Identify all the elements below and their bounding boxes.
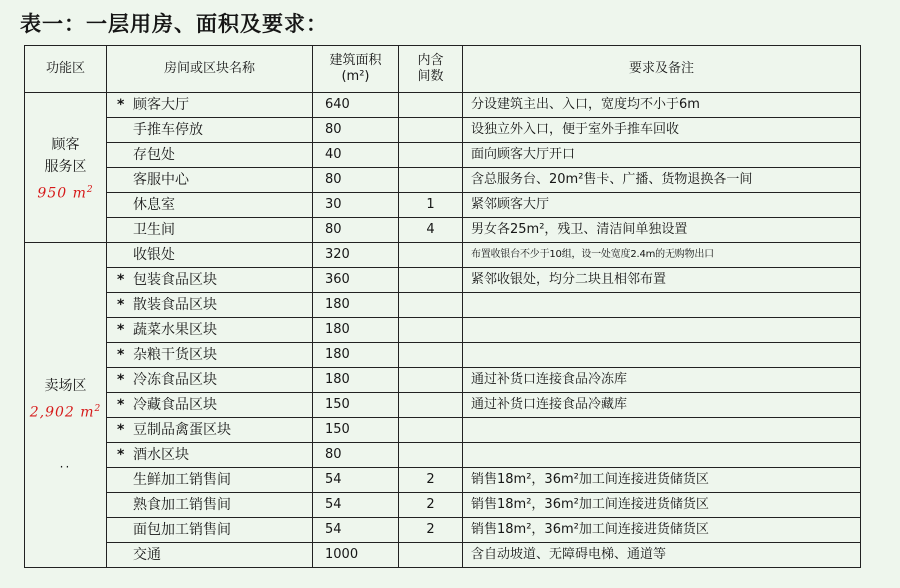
room-count-cell (399, 168, 463, 193)
room-name-cell (107, 343, 313, 368)
table-row (25, 193, 861, 218)
table-row (25, 243, 861, 268)
area-cell: 54 (313, 518, 399, 543)
priority-star-mark: * (117, 372, 125, 388)
table-header-row (25, 46, 861, 93)
requirement-note-cell (463, 343, 861, 368)
area-cell: 80 (313, 168, 399, 193)
area-cell: 360 (313, 268, 399, 293)
room-name-cell (107, 243, 313, 268)
room-name-cell (107, 443, 313, 468)
room-count-cell: 2 (399, 468, 463, 493)
area-cell: 150 (313, 393, 399, 418)
area-cell: 54 (313, 493, 399, 518)
zone-name-line1: 顾客 (51, 136, 80, 153)
header-room: 房间或区块名称 (107, 46, 313, 93)
room-name-cell (107, 293, 313, 318)
zone-cell (25, 243, 107, 568)
table-title: 表一：一层用房、面积及要求： (20, 12, 328, 36)
room-name: 包装食品区块 (133, 272, 217, 288)
requirement-note-cell: 设独立外入口，便于室外手推车回收 (463, 118, 861, 143)
requirement-note-cell: 含自动坡道、无障碍电梯、通道等 (463, 543, 861, 568)
table-row (25, 543, 861, 568)
area-cell: 180 (313, 368, 399, 393)
priority-star-mark: * (117, 297, 125, 313)
area-cell: 54 (313, 468, 399, 493)
room-area-table (24, 45, 861, 568)
requirement-note-cell: 销售18m²，36m²加工间连接进货储货区 (463, 518, 861, 543)
requirement-note-cell (463, 318, 861, 343)
table-row (25, 418, 861, 443)
table-row (25, 293, 861, 318)
room-count-cell (399, 443, 463, 468)
handwritten-area-note (25, 182, 106, 202)
requirement-note-cell: 紧邻顾客大厅 (463, 193, 861, 218)
room-name: 休息室 (133, 197, 175, 213)
priority-star-mark: * (117, 347, 125, 363)
room-name-cell (107, 493, 313, 518)
area-cell: 180 (313, 318, 399, 343)
area-cell: 640 (313, 93, 399, 118)
area-cell: 80 (313, 443, 399, 468)
room-name-cell (107, 418, 313, 443)
handwritten-area-note (25, 401, 106, 421)
table-row (25, 493, 861, 518)
room-name: 冷藏食品区块 (133, 397, 217, 413)
requirement-note-cell: 分设建筑主出、入口，宽度均不小于6m (463, 93, 861, 118)
zone-name-line2: 服务区 (44, 158, 87, 175)
room-name: 交通 (133, 547, 161, 563)
room-name: 散装食品区块 (133, 297, 217, 313)
header-area-line2: (m²) (341, 69, 370, 84)
table-row (25, 93, 861, 118)
room-name-cell (107, 143, 313, 168)
table-row (25, 318, 861, 343)
priority-star-mark: * (117, 447, 125, 463)
requirement-note-cell (463, 418, 861, 443)
table-row (25, 268, 861, 293)
room-name-cell (107, 468, 313, 493)
room-name-cell (107, 318, 313, 343)
table-row (25, 218, 861, 243)
area-cell: 80 (313, 218, 399, 243)
header-zone: 功能区 (25, 46, 107, 93)
room-name: 蔬菜水果区块 (133, 322, 217, 338)
room-name: 生鲜加工销售间 (133, 472, 231, 488)
room-name-cell (107, 543, 313, 568)
table-body (25, 93, 861, 568)
room-name: 卫生间 (133, 222, 175, 238)
requirement-note-cell: 男女各25m²，残卫、清洁间单独设置 (463, 218, 861, 243)
requirement-note-cell: 销售18m²，36m²加工间连接进货储货区 (463, 493, 861, 518)
room-count-cell (399, 368, 463, 393)
handwritten-area-text: 950 m (37, 185, 87, 202)
area-cell: 80 (313, 118, 399, 143)
room-name: 存包处 (133, 147, 175, 163)
room-name: 豆制品禽蛋区块 (133, 422, 231, 438)
requirement-note-cell: 通过补货口连接食品冷冻库 (463, 368, 861, 393)
header-count (399, 46, 463, 93)
room-count-cell (399, 543, 463, 568)
room-name-cell (107, 268, 313, 293)
room-name-cell (107, 218, 313, 243)
room-name: 手推车停放 (133, 122, 203, 138)
table-row (25, 143, 861, 168)
header-count-line1: 内含 (417, 53, 444, 68)
room-count-cell (399, 343, 463, 368)
table-row (25, 118, 861, 143)
room-name: 顾客大厅 (133, 97, 189, 113)
room-name: 冷冻食品区块 (133, 372, 217, 388)
requirement-note-cell: 含总服务台、20m²售卡、广播、货物退换各一间 (463, 168, 861, 193)
handwritten-area-sup: 2 (86, 184, 94, 195)
priority-star-mark: * (117, 272, 125, 288)
header-count-line2: 间数 (417, 69, 444, 84)
room-count-cell: 1 (399, 193, 463, 218)
requirement-note-cell: 紧邻收银处，均分二块且相邻布置 (463, 268, 861, 293)
header-note: 要求及备注 (463, 46, 861, 93)
room-name-cell (107, 368, 313, 393)
room-name: 杂粮干货区块 (133, 347, 217, 363)
table-row (25, 468, 861, 493)
room-count-cell: 2 (399, 493, 463, 518)
area-cell: 180 (313, 293, 399, 318)
table-row (25, 368, 861, 393)
area-cell: 30 (313, 193, 399, 218)
header-area (313, 46, 399, 93)
room-name-cell (107, 193, 313, 218)
room-count-cell (399, 318, 463, 343)
zone-cell (25, 93, 107, 243)
requirement-note-cell: 面向顾客大厅开口 (463, 143, 861, 168)
room-name-cell (107, 93, 313, 118)
priority-star-mark: * (117, 322, 125, 338)
room-count-cell (399, 143, 463, 168)
requirement-note-cell: 通过补货口连接食品冷藏库 (463, 393, 861, 418)
room-name: 客服中心 (133, 172, 189, 188)
table-row (25, 518, 861, 543)
room-name: 收银处 (133, 247, 175, 263)
room-count-cell: 4 (399, 218, 463, 243)
room-name-cell (107, 168, 313, 193)
priority-star-mark: * (117, 97, 125, 113)
room-count-cell (399, 418, 463, 443)
room-count-cell (399, 293, 463, 318)
room-count-cell: 2 (399, 518, 463, 543)
room-name-cell (107, 118, 313, 143)
room-count-cell (399, 243, 463, 268)
room-name: 酒水区块 (133, 447, 189, 463)
room-name: 面包加工销售间 (133, 522, 231, 538)
header-area-line1: 建筑面积 (329, 53, 382, 68)
area-cell: 40 (313, 143, 399, 168)
requirement-note-cell (463, 443, 861, 468)
room-count-cell (399, 393, 463, 418)
table-row (25, 443, 861, 468)
zone-name: 卖场区 (44, 378, 87, 395)
area-cell: 150 (313, 418, 399, 443)
room-count-cell (399, 268, 463, 293)
requirement-note-cell: 布置收银台不少于10组，设一处宽度2.4m的无购物出口 (463, 243, 861, 268)
table-row (25, 168, 861, 193)
requirement-note-cell (463, 293, 861, 318)
handwritten-area-sup: 2 (94, 404, 102, 415)
room-count-cell (399, 118, 463, 143)
table-row (25, 393, 861, 418)
area-cell: 180 (313, 343, 399, 368)
priority-star-mark: * (117, 422, 125, 438)
area-cell: 320 (313, 243, 399, 268)
table-row (25, 343, 861, 368)
room-count-cell (399, 93, 463, 118)
room-name-cell (107, 393, 313, 418)
requirement-note-cell: 销售18m²，36m²加工间连接进货储货区 (463, 468, 861, 493)
room-name: 熟食加工销售间 (133, 497, 231, 513)
priority-star-mark: * (117, 397, 125, 413)
room-name-cell (107, 518, 313, 543)
handwritten-area-text: 2,902 m (29, 404, 95, 421)
area-cell: 1000 (313, 543, 399, 568)
extra-mark: ·· (59, 459, 72, 474)
